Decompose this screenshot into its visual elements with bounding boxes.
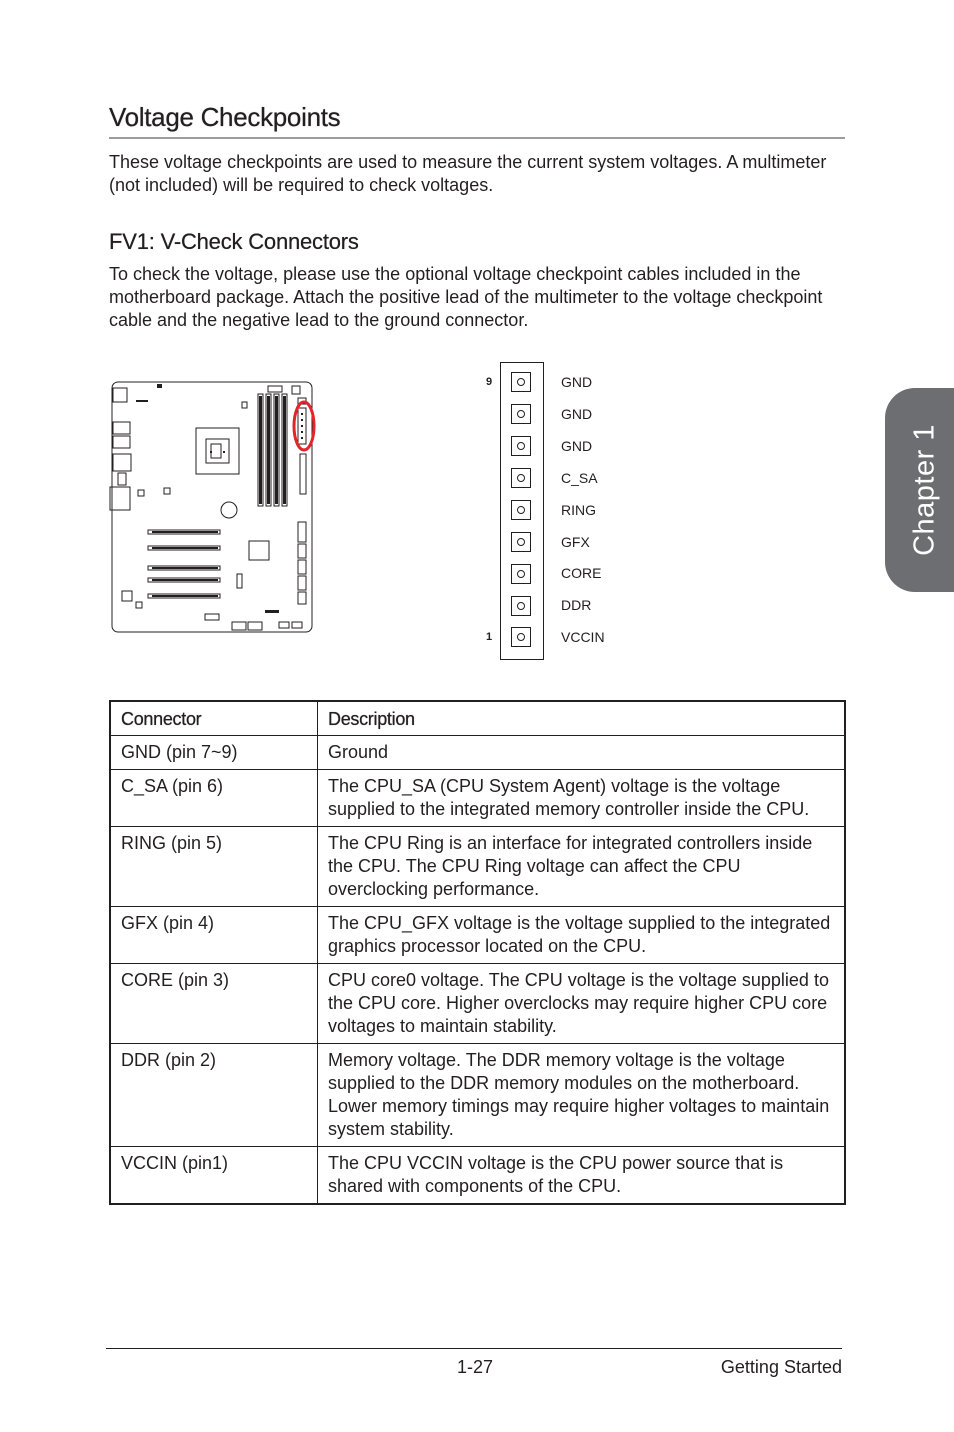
fv1-highlight [294, 402, 314, 450]
pin-bottom-number: 1 [485, 631, 493, 643]
description-cell: Ground [318, 736, 846, 770]
footer-section-name: Getting Started [720, 1357, 842, 1377]
description-cell: The CPU Ring is an interface for integrated controllers inside the CPU. The CPU Ring voltage can affect the CPU overclocking performance. [318, 827, 846, 907]
column-header-connector: Connector [110, 701, 318, 736]
description-cell: Memory voltage. The DDR memory voltage is the voltage supplied to the DDR memory modules on the motherboard. Lower memory timings may require higher voltages to maintain system stability. [318, 1044, 846, 1147]
pin-label-gnd: GND [561, 438, 593, 454]
pin-3 [511, 564, 531, 584]
page-number: 1-27 [456, 1357, 494, 1377]
pin-label-core: CORE [561, 565, 602, 581]
footer-rule [106, 1348, 842, 1349]
description-cell: The CPU_GFX voltage is the voltage supplied to the integrated graphics processor located on the CPU. [318, 907, 846, 964]
cmos-battery [221, 502, 237, 518]
pin-label-gfx: GFX [561, 534, 590, 550]
description-cell: CPU core0 voltage. The CPU voltage is the voltage supplied to the CPU core. Higher overclocks may require higher CPU core voltages to maintain stability. [318, 964, 846, 1044]
pin-label-gnd: GND [561, 406, 593, 422]
description-cell: The CPU_SA (CPU System Agent) voltage is the voltage supplied to the integrated memory controller inside the CPU. [318, 770, 846, 827]
cpu-socket-core [211, 444, 221, 458]
pin-top-number: 9 [485, 376, 493, 388]
connector-cell: RING (pin 5) [110, 827, 318, 907]
pin-label-ddr: DDR [561, 597, 592, 613]
pin-4 [511, 532, 531, 552]
pin-8 [511, 404, 531, 424]
section-intro: These voltage checkpoints are used to measure the current system voltages. A multimeter (not included) will be required to check voltages. [109, 152, 827, 195]
table-row [110, 736, 845, 770]
pin-label-c-sa: C_SA [561, 470, 598, 486]
pin-7 [511, 436, 531, 456]
table-row [110, 964, 845, 1044]
connector-cell: C_SA (pin 6) [110, 770, 318, 827]
pin-9 [511, 372, 531, 392]
connector-cell: CORE (pin 3) [110, 964, 318, 1044]
pin-6 [511, 468, 531, 488]
pin-1 [511, 627, 531, 647]
table-header-row [110, 701, 845, 736]
pin-label-vccin: VCCIN [561, 629, 605, 645]
chipset [249, 541, 269, 560]
io-block [113, 436, 130, 448]
io-block [113, 454, 131, 471]
title-rule [109, 137, 845, 139]
chapter-tab-label: Chapter 1 [908, 424, 941, 556]
chapter-tab [885, 388, 954, 592]
description-cell: The CPU VCCIN voltage is the CPU power source that is shared with components of the CPU. [318, 1147, 846, 1205]
section-title: Voltage Checkpoints [109, 102, 341, 132]
column-header-description: Description [318, 701, 846, 736]
connector-cell: GND (pin 7~9) [110, 736, 318, 770]
connector-table [109, 700, 846, 1205]
connector-cell: DDR (pin 2) [110, 1044, 318, 1147]
io-block [113, 422, 130, 434]
table-row [110, 1147, 845, 1205]
pin-label-ring: RING [561, 502, 596, 518]
io-block [118, 473, 126, 485]
subsection-title: FV1: V-Check Connectors [109, 229, 359, 254]
table-row [110, 907, 845, 964]
table-row [110, 770, 845, 827]
subsection-body: To check the voltage, please use the optional voltage checkpoint cables included in the motherboard package. Attach the positive lead of the multimeter to the voltage checkpoint cable and the negative lead to the ground connector. [109, 264, 823, 330]
connector-cell: GFX (pin 4) [110, 907, 318, 964]
cpu-socket [196, 428, 239, 474]
pin-label-gnd: GND [561, 374, 593, 390]
motherboard-diagram [108, 378, 320, 636]
io-block [113, 388, 127, 402]
table-row [110, 827, 845, 907]
table-row [110, 1044, 845, 1147]
pin-5 [511, 500, 531, 520]
cpu-socket-inner [206, 439, 229, 463]
pin-2 [511, 596, 531, 616]
connector-cell: VCCIN (pin1) [110, 1147, 318, 1205]
io-block [110, 487, 130, 510]
